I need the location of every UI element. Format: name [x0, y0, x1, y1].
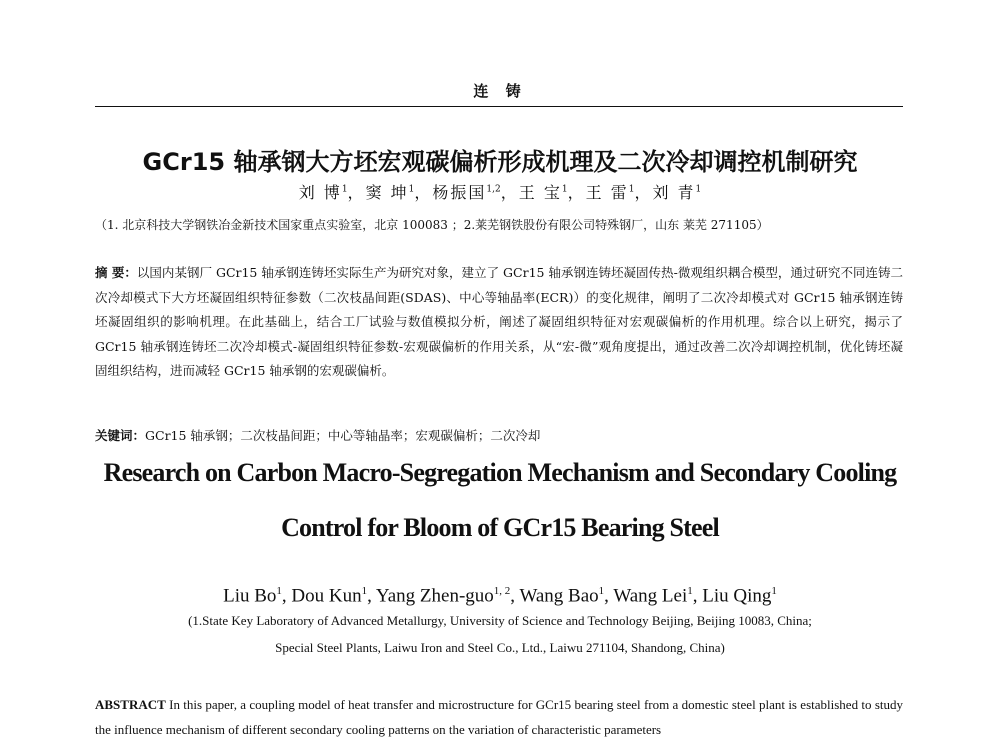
english-author-affiliation-mark: 1: [771, 585, 777, 597]
english-author-name: Dou Kun: [291, 585, 362, 607]
chinese-author-name: 刘 博: [298, 183, 342, 202]
chinese-authors: [0, 180, 1000, 203]
english-author-name: Liu Qing: [702, 585, 772, 607]
english-author-name: Wang Bao: [519, 585, 599, 607]
english-title-line-1: Research on Carbon Macro-Segregation Mechanism and Secondary Cooling: [103, 458, 897, 487]
section-header: 连 铸: [473, 82, 527, 100]
english-author-affiliation-mark: 1: [276, 585, 282, 597]
english-abstract-label: ABSTRACT: [95, 697, 166, 712]
english-author-name: Liu Bo: [223, 585, 277, 607]
chinese-author-name: 刘 青: [652, 183, 696, 202]
chinese-author-affiliation-mark: 1: [561, 184, 568, 195]
chinese-abstract: [95, 261, 903, 384]
english-affiliation-line-2: Special Steel Plants, Laiwu Iron and Steel Co., Ltd., Laiwu 271104, Shandong, China): [275, 640, 725, 655]
english-author-separator: ,: [692, 585, 703, 607]
english-affiliation-line-1: (1.State Key Laboratory of Advanced Metallurgy, University of Science and Technology Beijing, Beijing 10083, China;: [188, 613, 812, 628]
chinese-author-affiliation-mark: 1: [408, 184, 415, 195]
chinese-author-separator: ，: [414, 183, 433, 202]
chinese-author-affiliation-mark: 1: [695, 184, 702, 195]
chinese-author-affiliation-mark: 1,2: [486, 184, 501, 195]
english-abstract-text: In this paper, a coupling model of heat transfer and microstructure for GCr15 bearing steel from a domestic steel plant is established to study the influence mechanism of different secondary cooling patterns on the variation of characteristic parameters: [95, 697, 903, 737]
chinese-affiliation: （1. 北京科技大学钢铁冶金新技术国家重点实验室，北京 100083 ；2.莱芜钢铁股份有限公司特殊钢厂，山东 莱芜 271105）: [95, 218, 769, 232]
english-abstract: [95, 692, 903, 742]
chinese-author-name: 窦 坤: [365, 183, 409, 202]
english-author-affiliation-mark: 1: [687, 585, 693, 597]
chinese-abstract-text: 以国内某钢厂 GCr15 轴承钢连铸坯实际生产为研究对象，建立了 GCr15 轴承钢连铸坯凝固传热-微观组织耦合模型，通过研究不同连铸二次冷却模式下大方坯凝固组织特征参数（二次枝晶间距(SDAS)、中心等轴晶率(ECR)）的变化规律，阐明了二次冷却模式对 GCr15 轴承钢连铸坯凝固组织的影响机理。在此基础上，结合工厂试验与数值模拟分析，阐述了凝固组织特征对宏观碳偏析的作用机理。综合以上研究，揭示了 GCr15 轴承钢连铸坯二次冷却模式-凝固组织特征参数-宏观碳偏析的作用关系，从“宏-微”观角度提出，通过改善二次冷却调控机制，优化铸坯凝固组织结构，进而减轻 GCr15 轴承钢的宏观碳偏析。: [95, 265, 904, 379]
chinese-keywords-text: GCr15 轴承钢；二次枝晶间距；中心等轴晶率；宏观碳偏析；二次冷却: [145, 428, 541, 443]
chinese-author-affiliation-mark: 1: [628, 184, 635, 195]
chinese-author-name: 王 宝: [518, 183, 562, 202]
chinese-keywords-label: 关键词：: [95, 428, 146, 443]
chinese-title: GCr15 轴承钢大方坯宏观碳偏析形成机理及二次冷却调控机制研究: [142, 148, 858, 176]
english-author-affiliation-mark: 1: [598, 585, 605, 597]
english-authors: [0, 585, 1000, 607]
english-author-separator: ,: [281, 585, 292, 607]
english-author-separator: ,: [604, 585, 614, 607]
chinese-author-separator: ，: [500, 183, 519, 202]
chinese-author-separator: ，: [347, 183, 366, 202]
chinese-author-name: 王 雷: [585, 183, 629, 202]
chinese-author-separator: ，: [567, 183, 586, 202]
english-author-name: Yang Zhen-guo: [375, 585, 494, 607]
english-author-separator: ,: [367, 585, 376, 607]
english-author-affiliation-mark: 1, 2: [493, 585, 511, 597]
english-author-name: Wang Lei: [613, 585, 688, 607]
chinese-author-affiliation-mark: 1: [341, 184, 348, 195]
chinese-author-separator: ，: [634, 183, 653, 202]
header-divider: [95, 106, 903, 107]
chinese-author-name: 杨振国: [432, 183, 487, 202]
chinese-keywords: [95, 426, 903, 444]
chinese-abstract-label: 摘 要：: [95, 265, 137, 280]
english-author-separator: ,: [510, 585, 520, 607]
english-title-line-2: Control for Bloom of GCr15 Bearing Steel: [281, 513, 719, 542]
english-author-affiliation-mark: 1: [361, 585, 368, 597]
